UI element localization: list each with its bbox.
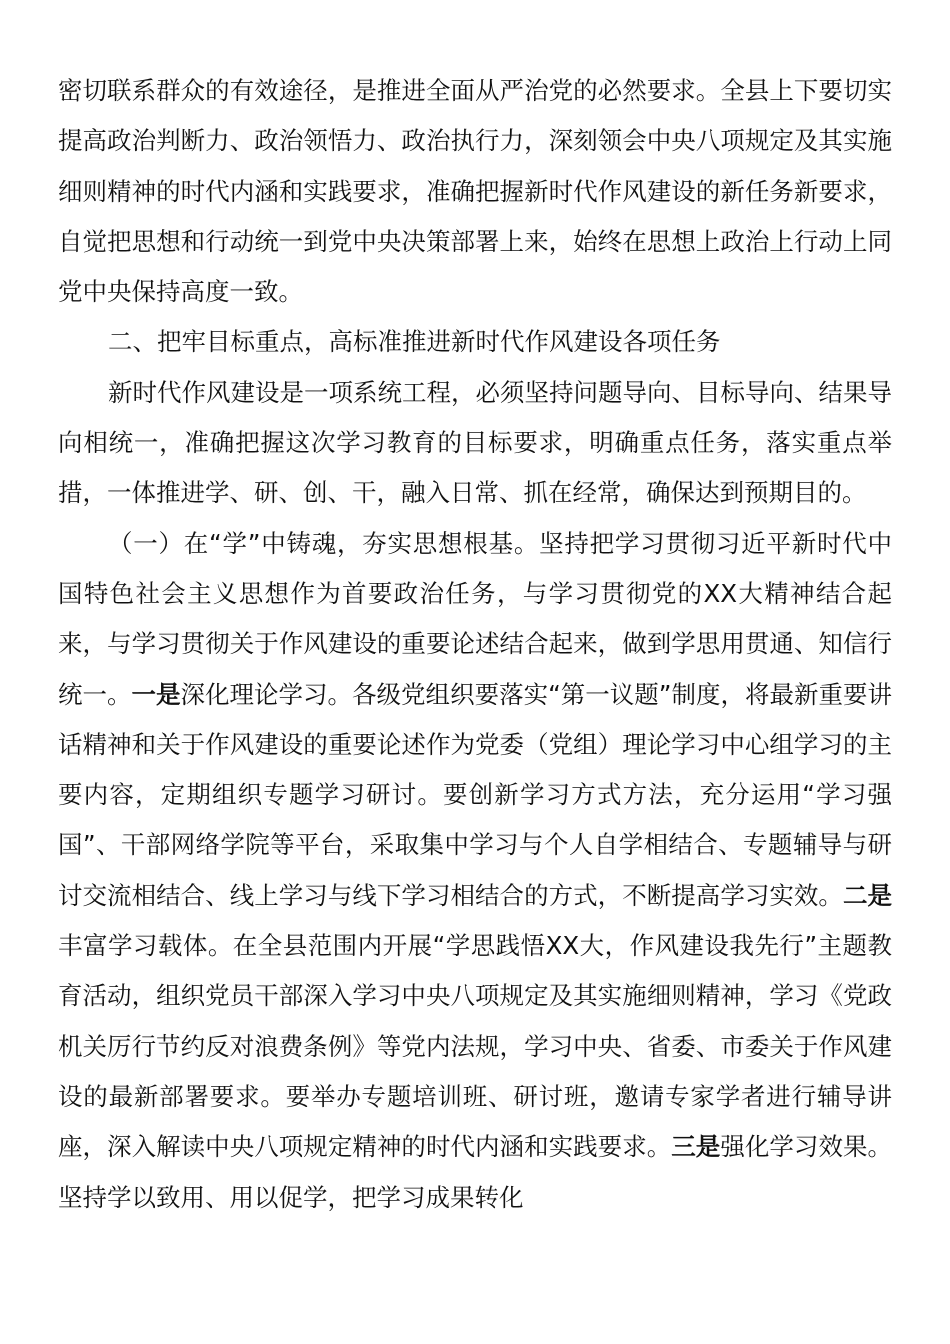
document-page bbox=[58, 66, 892, 1223]
paragraph-2: 新时代作风建设是一项系统工程，必须坚持问题导向、目标导向、结果导向相统一，准确把握这次学习教育的目标要求，明确重点任务，落实重点举措，一体推进学、研、创、干，融入日常、抓在经常，确保达到预期目的。 bbox=[58, 377, 892, 508]
item-1-label: 一是 bbox=[131, 679, 181, 709]
paragraph-3-intro: （一）在“学”中铸魂，夯实思想根基。坚持把学习贯彻习近平新时代中国特色社会主义思想作为首要政治任务，与学习贯彻党的XX大精神结合起来，与学习贯彻关于作风建设的重要论述结合起来，做到学思用贯通、知信行统一。 bbox=[58, 528, 892, 709]
item-3-label: 三是 bbox=[671, 1132, 721, 1162]
item-2-text: 丰富学习载体。在全县范围内开展“学思践悟XX大，作风建设我先行”主题教育活动，组织党员干部深入学习中央八项规定及其实施细则精神，学习《党政机关厉行节约反对浪费条例》等党内法规，学习中央、省委、市委关于作风建设的最新部署要求。要举办专题培训班、研讨班，邀请专家学者进行辅导讲座，深入解读中央八项规定精神的时代内涵和实践要求。 bbox=[58, 931, 892, 1162]
item-2-label: 二是 bbox=[842, 880, 892, 910]
paragraph-3 bbox=[58, 519, 892, 1223]
section-heading-2: 二、把牢目标重点，高标准推进新时代作风建设各项任务 bbox=[108, 327, 721, 357]
item-3-text: 强化学习效果。坚持学以致用、用以促学，把学习成果转化 bbox=[58, 1132, 893, 1212]
paragraph-continuation: 密切联系群众的有效途径，是推进全面从严治党的必然要求。全县上下要切实提高政治判断力、政治领悟力、政治执行力，深刻领会中央八项规定及其实施细则精神的时代内涵和实践要求，准确把握新时代作风建设的新任务新要求，自觉把思想和行动统一到党中央决策部署上来，始终在思想上政治上行动上同党中央保持高度一致。 bbox=[58, 76, 892, 307]
item-1-text: 深化理论学习。各级党组织要落实“第一议题”制度，将最新重要讲话精神和关于作风建设的重要论述作为党委（党组）理论学习中心组学习的主要内容，定期组织专题学习研讨。要创新学习方式方法，充分运用“学习强国”、干部网络学院等平台，采取集中学习与个人自学相结合、专题辅导与研讨交流相结合、线上学习与线下学习相结合的方式，不断提高学习实效。 bbox=[58, 679, 893, 910]
